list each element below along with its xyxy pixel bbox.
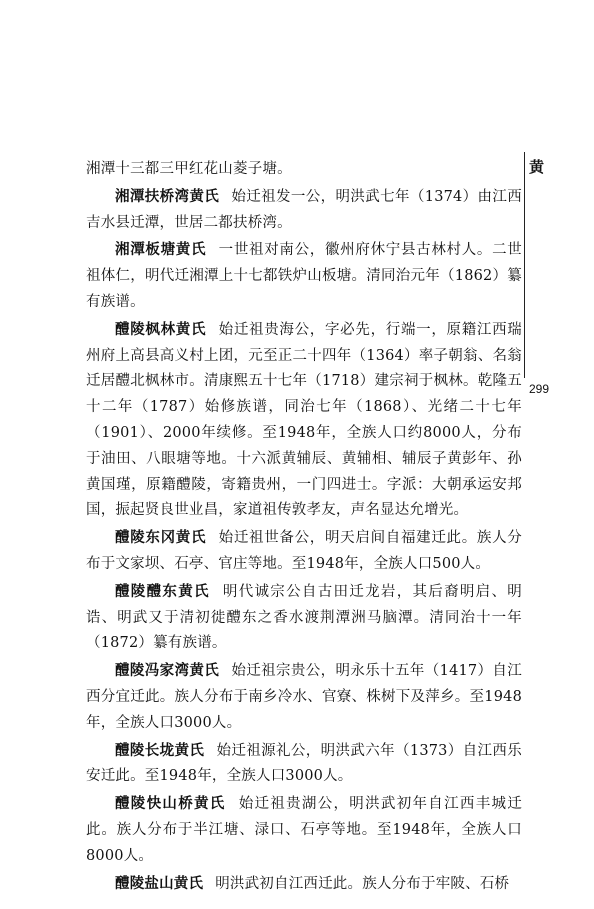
paragraph — [86, 157, 522, 183]
entry-heading: 醴陵枫林黄氏 — [115, 321, 207, 338]
paragraph-text: 始迁祖贵海公，字必先，行端一，原籍江西瑞州府上高县高义村上团，元至正二十四年（1364）率子朝翁、名翁迁居醴北枫林市。清康熙五十七年（1718）建宗祠于枫林。乾隆五十二年（1787）始修族谱，同治七年（1868）、光绪二十七年（1901）、2000年续修。至1948年，全族人口约8000人，分布于油田、八眼塘等地。十六派黄辅辰、黄辅相、辅辰子黄彭年、孙黄国瑾，原籍醴陵，寄籍贵州，一门四进士。字派：大朝承运安邦国，振起贤良世业昌，家道祖传敦孝友，声名显达允增光。 — [86, 321, 522, 519]
entry-heading: 醴陵快山桥黄氏 — [115, 796, 226, 813]
running-head-char: 黄 — [529, 158, 545, 176]
margin-rule — [524, 152, 525, 378]
paragraph — [86, 792, 522, 869]
paragraph-text: 明代诚宗公自古田迁龙岩，其后裔明启、明诰、明武又于清初徙醴东之香水渡荆潭洲马脑潭。清同治十一年（1872）纂有族谱。 — [86, 583, 522, 652]
paragraph-text: 始迁祖贵湖公，明洪武初年自江西丰城迁此。族人分布于半江塘、渌口、石亭等地。至1948年，全族人口8000人。 — [86, 796, 522, 864]
body-text — [86, 157, 522, 899]
paragraph — [86, 872, 522, 898]
entry-heading: 醴陵冯家湾黄氏 — [115, 663, 220, 680]
paragraph — [86, 526, 522, 578]
paragraph — [86, 238, 522, 315]
entry-heading: 醴陵东冈黄氏 — [115, 530, 207, 547]
paragraph — [86, 318, 522, 524]
paragraph — [86, 739, 522, 791]
paragraph-text: 始迁祖宗贵公，明永乐十五年（1417）自江西分宜迁此。族人分布于南乡冷水、官寮、株树下及萍乡。至1948年，全族人口3000人。 — [86, 663, 522, 731]
paragraph — [86, 185, 522, 237]
paragraph-text: 一世祖对南公，徽州府休宁县古林村人。二世祖体仁，明代迁湘潭上十七都铁炉山板塘。清同治元年（1862）纂有族谱。 — [86, 242, 522, 310]
entry-heading: 湘潭板塘黄氏 — [115, 242, 207, 259]
paragraph — [86, 659, 522, 736]
page-number: 299 — [529, 382, 550, 396]
paragraph — [86, 580, 522, 657]
entry-heading: 湘潭扶桥湾黄氏 — [115, 188, 220, 205]
entry-heading: 醴陵盐山黄氏 — [115, 875, 204, 892]
paragraph-text: 明洪武初自江西迁此。族人分布于牢陂、石桥 — [215, 875, 510, 892]
paragraph-text: 湘潭十三都三甲红花山菱子塘。 — [86, 161, 292, 177]
paragraph-text: 始迁祖世备公，明天启间自福建迁此。族人分布于文家坝、石亭、官庄等地。至1948年，全族人口500人。 — [86, 530, 522, 572]
entry-heading: 醴陵长垅黄氏 — [115, 742, 205, 759]
entry-heading: 醴陵醴东黄氏 — [115, 583, 210, 600]
paragraph-text: 始迁祖源礼公，明洪武六年（1373）自江西乐安迁此。至1948年，全族人口3000人。 — [86, 742, 522, 785]
paragraph-text: 始迁祖发一公，明洪武七年（1374）由江西吉水县迁潭，世居二都扶桥湾。 — [86, 188, 522, 231]
